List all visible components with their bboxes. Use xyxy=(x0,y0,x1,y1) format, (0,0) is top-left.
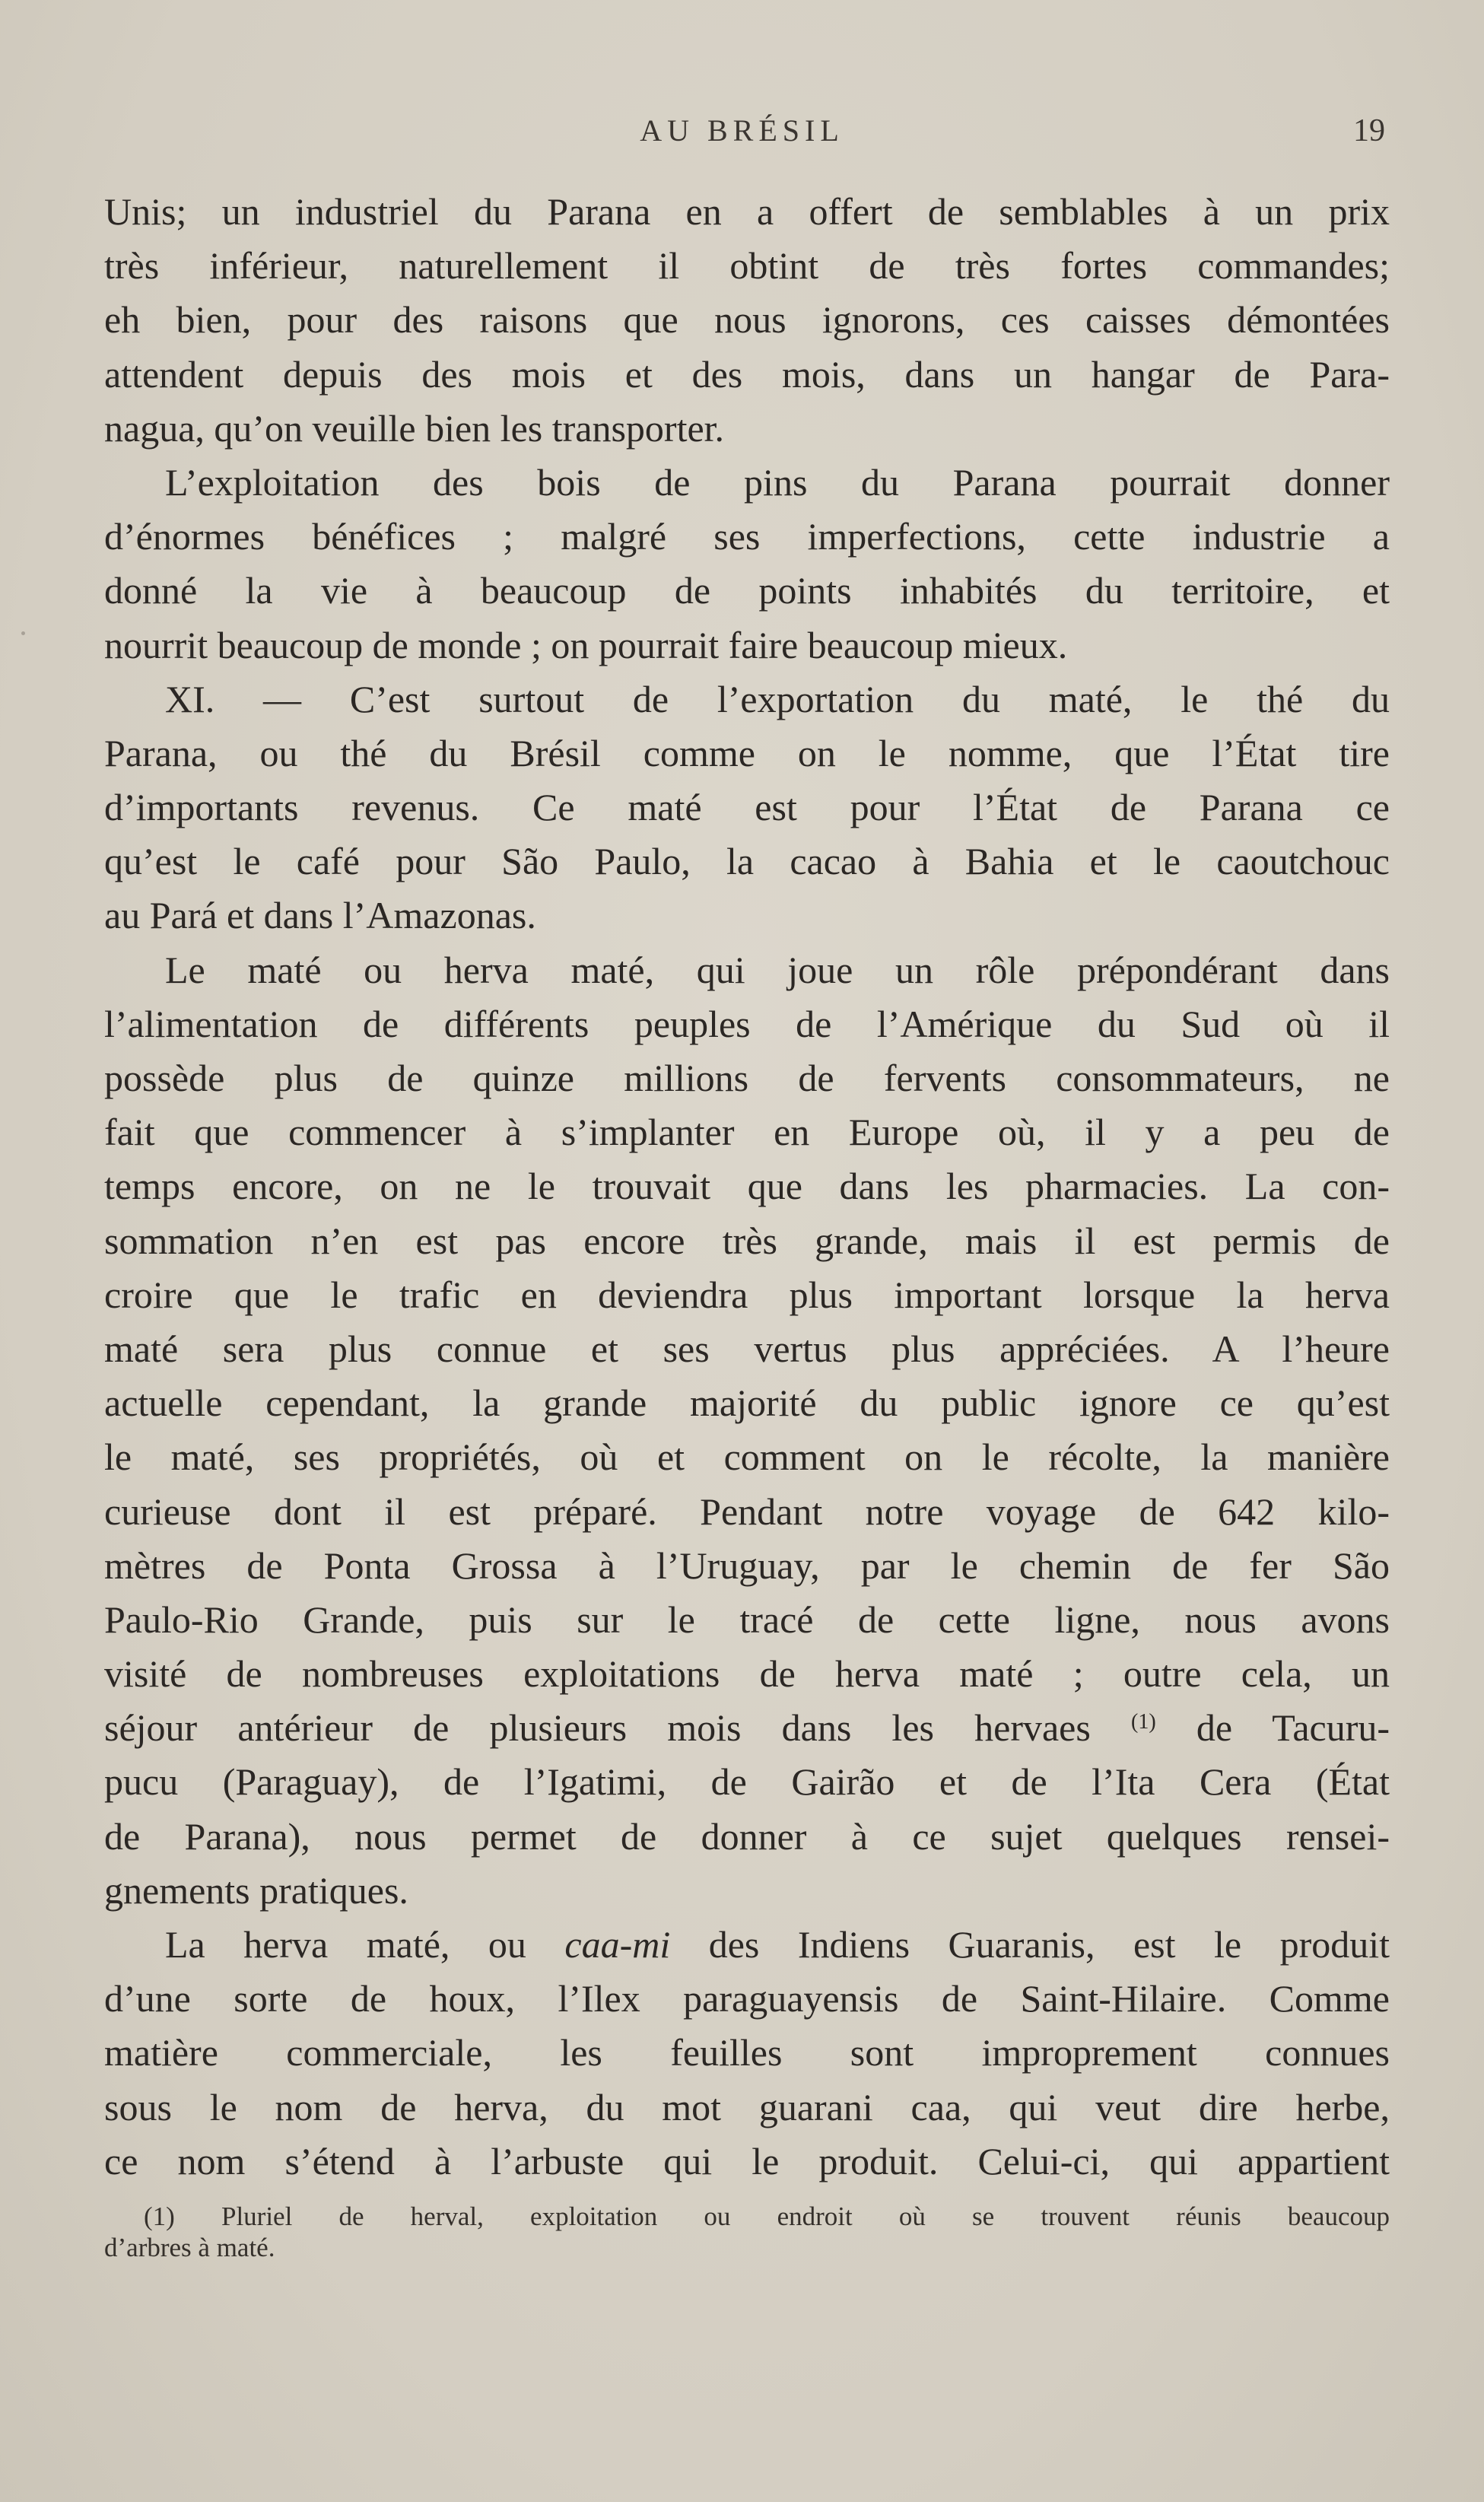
text-line: Unis; un industriel du Parana en a offert de semblables à un prix xyxy=(104,190,1390,233)
text-line: sous le nom de herva, du mot guarani caa, qui veut dire herbe, xyxy=(104,2085,1390,2128)
text-line: l’alimentation de différents peuples de l’Amérique du Sud où il xyxy=(104,1002,1390,1045)
footnote xyxy=(104,2201,1390,2263)
section-heading-line: XI. — C’est surtout de l’exportation du maté, le thé du xyxy=(165,677,1390,720)
text-line: mètres de Ponta Grossa à l’Uruguay, par le chemin de fer São xyxy=(104,1543,1390,1587)
paragraph-start xyxy=(104,1918,1390,1972)
text-line-with-footnote xyxy=(104,1701,1390,1755)
text-line: très inférieur, naturellement il obtint de très fortes commandes; xyxy=(104,244,1390,288)
footnote-line: d’arbres à maté. xyxy=(104,2233,275,2262)
paper-speck xyxy=(21,631,25,635)
text-line: pucu (Paraguay), de l’Igatimi, de Gairão et de l’Ita Cera (État xyxy=(104,1760,1390,1804)
text-line: le maté, ses propriétés, où et comment on le récolte, la manière xyxy=(104,1435,1390,1479)
text-line: d’importants revenus. Ce maté est pour l’État de Parana ce xyxy=(104,786,1390,829)
text-line: d’énormes bénéfices ; malgré ses imperfections, cette industrie a xyxy=(104,515,1390,558)
text-line: croire que le trafic en deviendra plus important lorsque la herva xyxy=(104,1273,1390,1316)
text-line: ce nom s’étend à l’arbuste qui le produit. Celui-ci, qui appartient xyxy=(104,2139,1390,2182)
paragraph-start: L’exploitation des bois de pins du Parana pourrait donner xyxy=(165,460,1390,504)
text-line: fait que commencer à s’implanter en Europe où, il y a peu de xyxy=(104,1111,1390,1154)
text-line: de Parana), nous permet de donner à ce sujet quelques rensei- xyxy=(104,1814,1390,1858)
text-segment: séjour antérieur de plusieurs mois dans les hervaes xyxy=(104,1706,1091,1750)
text-line: actuelle cependant, la grande majorité du public ignore ce qu’est xyxy=(104,1381,1390,1425)
text-line: possède plus de quinze millions de fervents consommateurs, ne xyxy=(104,1057,1390,1099)
text-line: qu’est le café pour São Paulo, la cacao à Bahia et le caoutchouc xyxy=(104,840,1390,883)
text-segment: La herva maté, ou xyxy=(165,1923,526,1966)
text-line: matière commerciale, les feuilles sont improprement connues xyxy=(104,2031,1390,2074)
text-line: gnements pratiques. xyxy=(104,1868,408,1912)
text-line: donné la vie à beaucoup de points inhabités du territoire, et xyxy=(104,569,1390,612)
text-line: au Pará et dans l’Amazonas. xyxy=(104,894,536,937)
text-line: curieuse dont il est préparé. Pendant notre voyage de 642 kilo- xyxy=(104,1489,1390,1533)
text-line: attendent depuis des mois et des mois, dans un hangar de Para- xyxy=(104,352,1390,396)
page-header xyxy=(0,113,1484,158)
body-text xyxy=(104,185,1390,2189)
text-line: Paulo-Rio Grande, puis sur le tracé de cette ligne, nous avons xyxy=(104,1598,1390,1641)
page-number: 19 xyxy=(1353,113,1385,148)
running-title: AU BRÉSIL xyxy=(640,113,844,148)
text-line: sommation n’en est pas encore très grande, mais il est permis de xyxy=(104,1219,1390,1262)
text-line: nourrit beaucoup de monde ; on pourrait faire beaucoup mieux. xyxy=(104,623,1068,666)
paragraph-start: Le maté ou herva maté, qui joue un rôle prépondérant dans xyxy=(165,948,1390,991)
text-line: Parana, ou thé du Brésil comme on le nomme, que l’État tire xyxy=(104,731,1390,774)
text-line: eh bien, pour des raisons que nous ignorons, ces caisses démontées xyxy=(104,298,1390,342)
text-line: nagua, qu’on veuille bien les transporter. xyxy=(104,406,725,450)
text-segment: de Tacuru- xyxy=(1155,1706,1390,1750)
footnote-reference[interactable]: (1) xyxy=(1131,1710,1156,1734)
footnote-line: (1) Pluriel de herval, exploitation ou endroit où se trouvent réunis beaucoup xyxy=(144,2202,1390,2231)
italic-term: caa-mi xyxy=(564,1923,671,1966)
text-line: d’une sorte de houx, l’Ilex paraguayensis de Saint-Hilaire. Comme xyxy=(104,1977,1390,2020)
text-line: visité de nombreuses exploitations de herva maté ; outre cela, un xyxy=(104,1652,1390,1696)
text-segment: des Indiens Guaranis, est le produit xyxy=(670,1923,1390,1966)
text-line: temps encore, on ne le trouvait que dans les pharmacies. La con- xyxy=(104,1165,1390,1208)
text-line: maté sera plus connue et ses vertus plus appréciées. A l’heure xyxy=(104,1327,1390,1370)
